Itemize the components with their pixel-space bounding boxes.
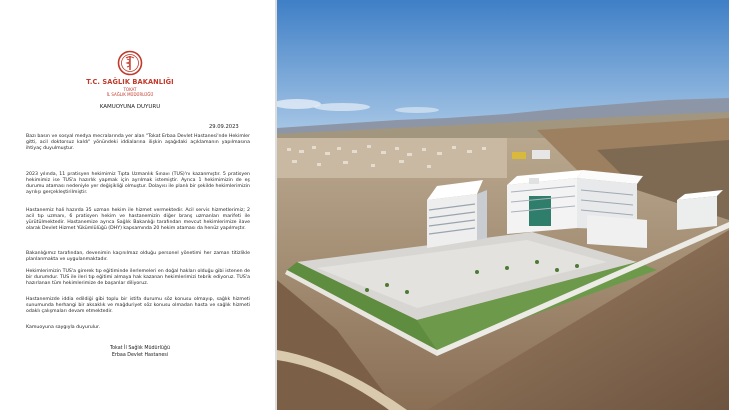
paragraph-1: Bazı basın ve sosyal medya mecralarında yer alan "Tokat Erbaa Devlet Hastanesi'nde Hekimler gitti, acil doktorsuz kaldı" yönündeki iddialarına ilişkin aşağıdaki açıklamanın yapılmasına ihtiyaç duyulmuştur. bbox=[26, 134, 250, 152]
paragraph-3: Hastanemiz hali hazırda 35 uzman hekim ile hizmet vermektedir. Acil servis hizmetlerimiz; 2 acil tıp uzmanı, 6 pratisyen hekim ve hastanemizin diğer branş uzmanları marifeti ile yürütülmektedir. Hastanemize ayrıca Sağlık Bakanlığı tarafından mevcut hekimlerimize ilave olarak Devlet Hizmet Yükümlülüğü (DHY) kapsamında 20 hekim ataması da henüz yapılmıştır. bbox=[26, 208, 250, 232]
org-sub2: İL SAĞLIK MÜDÜRLÜĞÜ bbox=[106, 92, 154, 97]
issuing-organization bbox=[70, 78, 190, 97]
document-date: 29.09.2023 bbox=[209, 124, 239, 130]
document-title: KAMUOYUNA DUYURU bbox=[99, 104, 161, 110]
signature-line-1: Tokat İl Sağlık Müdürlüğü bbox=[109, 346, 171, 351]
paragraph-2: 2023 yılında, 11 pratisyen hekimimiz Tıpta Uzmanlık Sınavı (TUS)'nı kazanmıştır. 5 pratisyen hekimimiz ise TUS'a hazırlık yapmak için ayrılmak istemiştir. Ayrıca 1 hekimimizin de eş durumu ataması nedeniyle yer değişikliği olmuştur. Dolayısı ile planlı bir şekilde hekimlerimizin ayrılışı gerçekleştirilmiştir. bbox=[26, 172, 250, 196]
paragraph-7: Kamuoyuna saygıyla duyurulur. bbox=[26, 325, 101, 330]
signature-line-2: Erbaa Devlet Hastanesi bbox=[111, 352, 169, 358]
paragraph-6: Hastanemizde iddia edildiği gibi toplu bir istifa durumu söz konusu olmayıp, sağlık hizmeti sunumunda herhangi bir aksaklık ve mağduriyet söz konusu olmadan hasta ve sağlık hizmeti odaklı çalışmaları devam etmektedir. bbox=[26, 297, 250, 315]
ministry-seal-icon bbox=[117, 50, 143, 76]
aerial-hospital-photo bbox=[277, 0, 729, 410]
paragraph-4: Bakanlığımız tarafından, devenimin kaçınılmaz olduğu personel yönetimi her zaman titizlikle planlanmakta ve uygulanmaktadır. bbox=[26, 251, 250, 263]
org-sub1: TOKAT bbox=[123, 87, 137, 92]
paragraph-5: Hekimlerimizin TUS'a girerek tıp eğitiminde ilerlemeleri en doğal hakları olduğu gibi istenen de bir durumdur. TUS ile ileri tıp eğitimi almaya hak kazanan hekimlerimizi tebrik ediyoruz. TUS'a hazırlanan tüm hekimlerimize de başarılar diliyoruz. bbox=[26, 269, 250, 287]
statement-document bbox=[0, 0, 275, 410]
org-name: T.C. SAĞLIK BAKANLIĞI bbox=[86, 78, 174, 86]
signature-block bbox=[95, 346, 185, 359]
hospital-aerial-illustration bbox=[277, 0, 729, 410]
